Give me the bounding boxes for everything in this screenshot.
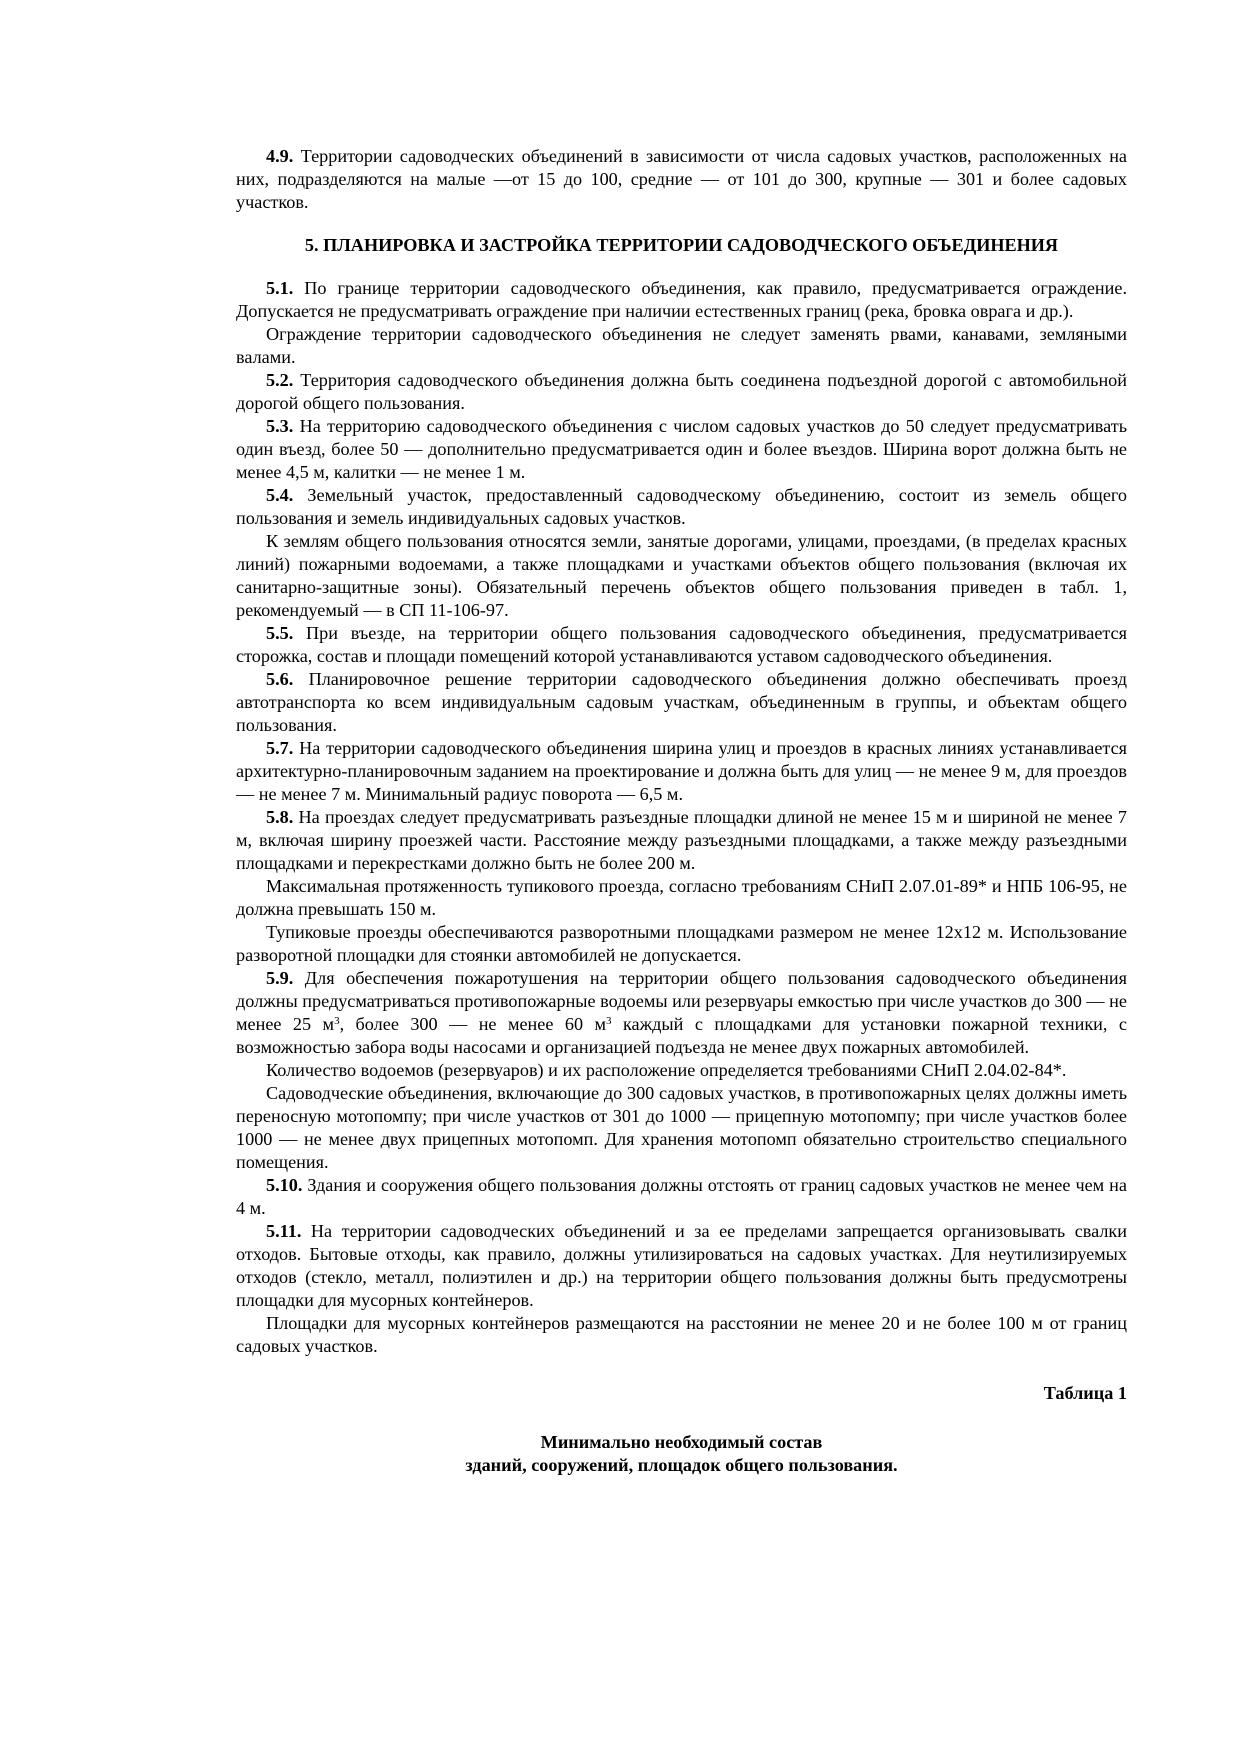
paragraph-5-11	[236, 1220, 1127, 1312]
clause-text: При въезде, на территории общего пользования садоводческого объединения, предусматривается сторожка, состав и площади помещений которой устанавливаются уставом садоводческого объединения.	[236, 623, 1128, 666]
clause-text: Земельный участок, предоставленный садоводческому объединению, состоит из земель общего пользования и земель индивидуальных садовых участков.	[236, 485, 1127, 528]
table-title-line-2: зданий, сооружений, площадок общего пользования.	[465, 1455, 898, 1475]
clause-number: 5.2.	[266, 370, 294, 390]
clause-text: По границе территории садоводческого объединения, как правило, предусматривается ограждение. Допускается не предусматривать ограждение при наличии естественных границ (река, бровка оврага и др.).	[236, 278, 1127, 321]
clause-number: 5.11.	[266, 1221, 302, 1241]
clause-text: На территорию садоводческого объединения с числом садовых участков до 50 следует предусматривать один въезд, более 50 — дополнительно предусматривается один и более въездов. Ширина ворот должна быть не менее 4,5 м, калитки — не менее 1 м.	[236, 416, 1127, 482]
paragraph-5-10	[236, 1174, 1127, 1220]
paragraph-5-8	[236, 806, 1127, 875]
clause-number: 5.3.	[266, 416, 294, 436]
superscript: 3	[334, 1015, 340, 1027]
clause-text: На территории садоводческого объединения ширина улиц и проездов в красных линиях устанавливается архитектурно-планировочным заданием на проектирование и должна быть для улиц — не менее 9 м, для проездов — не менее 7 м. Минимальный радиус поворота — 6,5 м.	[236, 738, 1128, 804]
clause-number: 5.6.	[266, 669, 294, 689]
clause-text: каждый с площадками для установки пожарной техники, с возможностью забора воды насосами и организацией подъезда не менее двух пожарных автомобилей.	[236, 1014, 1127, 1057]
clause-number: 5.5.	[266, 623, 294, 643]
clause-text: Территория садоводческого объединения должна быть соединена подъездной дорогой с автомобильной дорогой общего пользования.	[236, 370, 1128, 413]
paragraph-5-4	[236, 484, 1127, 530]
paragraph-5-5	[236, 622, 1127, 668]
clause-number: 5.4.	[266, 485, 294, 505]
section-heading: 5. ПЛАНИРОВКА И ЗАСТРОЙКА ТЕРРИТОРИИ САДОВОДЧЕСКОГО ОБЪЕДИНЕНИЯ	[304, 235, 1059, 255]
paragraph-5-8-cont: Максимальная протяженность тупикового проезда, согласно требованиям СНиП 2.07.01-89* и НПБ 106-95, не должна превышать 150 м.	[236, 876, 1127, 919]
paragraph-5-9-cont2: Садоводческие объединения, включающие до 300 садовых участков, в противопожарных целях должны иметь переносную мотопомпу; при числе участков от 301 до 1000 — прицепную мотопомпу; при числе участков более 1000 — не менее двух прицепных мотопомп. Для хранения мотопомп обязательно строительство специального помещения.	[236, 1083, 1127, 1172]
clause-number: 5.7.	[266, 738, 294, 758]
clause-text: Территории садоводческих объединений в зависимости от числа садовых участков, расположенных на них, подразделяются на малые —от 15 до 100, средние — от 101 до 300, крупные — 301 и более садовых участков.	[236, 146, 1127, 212]
table-title-line-1: Минимально необходимый состав	[540, 1432, 823, 1452]
clause-text: На территории садоводческих объединений и за ее пределами запрещается организовывать свалки отходов. Бытовые отходы, как правило, должны утилизироваться на садовых участках. Для неутилизируемых отходов (стекло, металл, полиэтилен и др.) на территории общего пользования должны быть предусмотрены площадки для мусорных контейнеров.	[236, 1221, 1128, 1310]
paragraph-5-8-cont2: Тупиковые проезды обеспечиваются разворотными площадками размером не менее 12х12 м. Использование разворотной площадки для стоянки автомобилей не допускается.	[236, 922, 1127, 965]
clause-text: Здания и сооружения общего пользования должны отстоять от границ садовых участков не менее чем на 4 м.	[236, 1175, 1127, 1218]
paragraph-5-9	[236, 967, 1127, 1059]
clause-text: Для обеспечения пожаротушения на территории общего пользования садоводческого объединения должны предусматриваться противопожарные водоемы или резервуары емкостью при числе участков до 300 — не менее 25 м	[236, 968, 1128, 1034]
table-title	[236, 1431, 1127, 1477]
clause-number: 5.1.	[266, 278, 294, 298]
clause-text: , более 300 — не менее 60 м	[339, 1014, 607, 1034]
paragraph-5-4-cont: К землям общего пользования относятся земли, занятые дорогами, улицами, проездами, (в пределах красных линий) пожарными водоемами, а также площадками и участками объектов общего пользования (включая их санитарно-защитные зоны). Обязательный перечень объектов общего пользования приведен в табл. 1, рекомендуемый — в СП 11-106-97.	[236, 531, 1127, 620]
paragraph-5-1	[236, 277, 1127, 323]
paragraph-5-3	[236, 415, 1127, 484]
superscript: 3	[606, 1015, 612, 1027]
paragraph-5-2	[236, 369, 1127, 415]
table-label: Таблица 1	[1043, 1383, 1127, 1403]
paragraph-5-11-cont: Площадки для мусорных контейнеров размещаются на расстоянии не менее 20 и не более 100 м от границ садовых участков.	[236, 1313, 1127, 1356]
clause-text: На проездах следует предусматривать разъездные площадки длиной не менее 15 м и шириной не менее 7 м, включая ширину проезжей части. Расстояние между разъездными площадками, а также между разъездными площадками и перекрестками должно быть не более 200 м.	[236, 807, 1127, 873]
paragraph-5-6	[236, 668, 1127, 737]
paragraph-5-7	[236, 737, 1127, 806]
paragraph-4-9	[236, 145, 1127, 214]
clause-number: 4.9.	[266, 146, 294, 166]
paragraph-5-1-cont: Ограждение территории садоводческого объединения не следует заменять рвами, канавами, земляными валами.	[236, 324, 1127, 367]
document-page	[236, 145, 1127, 1477]
clause-number: 5.10.	[266, 1175, 303, 1195]
clause-text: Планировочное решение территории садоводческого объединения должно обеспечивать проезд автотранспорта ко всем индивидуальным садовым участкам, объединенным в группы, и объектам общего пользования.	[236, 669, 1127, 735]
paragraph-5-9-cont: Количество водоемов (резервуаров) и их расположение определяется требованиями СНиП 2.04.02-84*.	[266, 1060, 1067, 1080]
clause-number: 5.9.	[266, 968, 294, 988]
clause-number: 5.8.	[266, 807, 294, 827]
